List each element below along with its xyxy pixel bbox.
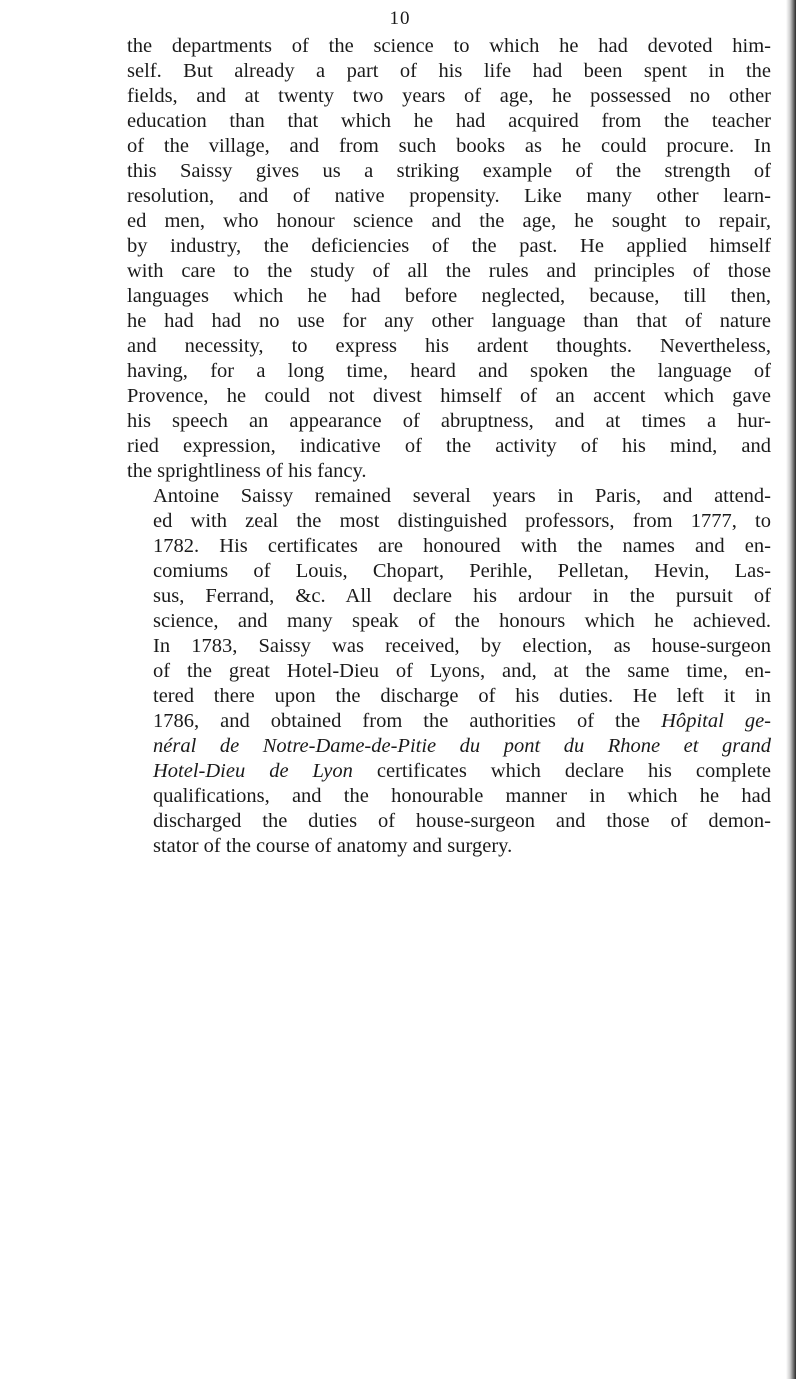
text-line: 1782. His certificates are honoured with the names and en- <box>153 535 771 557</box>
text-line: fields, and at twenty two years of age, he possessed no other <box>127 85 771 107</box>
text-line: Provence, he could not divest himself of an accent which gave <box>127 385 771 407</box>
text-run: certificates which declare his complete <box>376 760 772 782</box>
text-line: ed with zeal the most distinguished professors, from 1777, to <box>153 510 771 532</box>
text-line: the departments of the science to which he had devoted him- <box>127 35 771 57</box>
text-line: qualifications, and the honourable manner in which he had <box>153 785 771 807</box>
text-run: 1786, and obtained from the authorities of the <box>153 710 641 732</box>
text-line: science, and many speak of the honours which he achieved. <box>153 610 771 632</box>
text-line: his speech an appearance of abruptness, and at times a hur- <box>127 410 771 432</box>
text-line: discharged the duties of house-surgeon and those of demon- <box>153 810 771 832</box>
italic-hospital-name: Hôpital ge- <box>661 710 771 732</box>
text-line: education than that which he had acquired from the teacher <box>127 110 771 132</box>
italic-hospital-name: Hotel-Dieu de Lyon <box>153 760 353 782</box>
text-line: with care to the study of all the rules and principles of those <box>127 260 771 282</box>
text-line: comiums of Louis, Chopart, Perihle, Pelletan, Hevin, Las- <box>153 560 771 582</box>
text-line: tered there upon the discharge of his duties. He left it in <box>153 685 771 707</box>
page-body-text <box>127 34 771 859</box>
text-line <box>127 709 771 734</box>
italic-hospital-name: néral de Notre-Dame-de-Pitie du pont du Rhone et grand <box>153 735 771 757</box>
paragraph-1 <box>127 34 771 484</box>
paragraph-2 <box>127 484 771 859</box>
text-line <box>127 734 771 759</box>
text-line: of the great Hotel-Dieu of Lyons, and, at the same time, en- <box>153 660 771 682</box>
text-line: self. But already a part of his life had been spent in the <box>127 60 771 82</box>
text-line: the sprightliness of his fancy. <box>127 460 367 482</box>
text-line: sus, Ferrand, &c. All declare his ardour in the pursuit of <box>153 585 771 607</box>
text-line: and necessity, to express his ardent thoughts. Nevertheless, <box>127 335 771 357</box>
text-line: resolution, and of native propensity. Like many other learn- <box>127 185 771 207</box>
text-line: In 1783, Saissy was received, by election, as house-surgeon <box>153 635 771 657</box>
text-line: he had had no use for any other language than that of nature <box>127 310 771 332</box>
text-line: having, for a long time, heard and spoken the language of <box>127 360 771 382</box>
text-line <box>127 759 771 784</box>
text-line: by industry, the deficiencies of the past. He applied himself <box>127 235 771 257</box>
text-line: this Saissy gives us a striking example of the strength of <box>127 160 771 182</box>
text-line: ed men, who honour science and the age, he sought to repair, <box>127 210 771 232</box>
text-line: ried expression, indicative of the activity of his mind, and <box>127 435 771 457</box>
page-number: 10 <box>389 8 411 29</box>
page-edge-shadow <box>786 0 796 1379</box>
text-line: Antoine Saissy remained several years in Paris, and attend- <box>153 485 771 507</box>
text-line: of the village, and from such books as he could procure. In <box>127 135 771 157</box>
text-line: stator of the course of anatomy and surgery. <box>153 835 513 857</box>
text-line: languages which he had before neglected, because, till then, <box>127 285 771 307</box>
